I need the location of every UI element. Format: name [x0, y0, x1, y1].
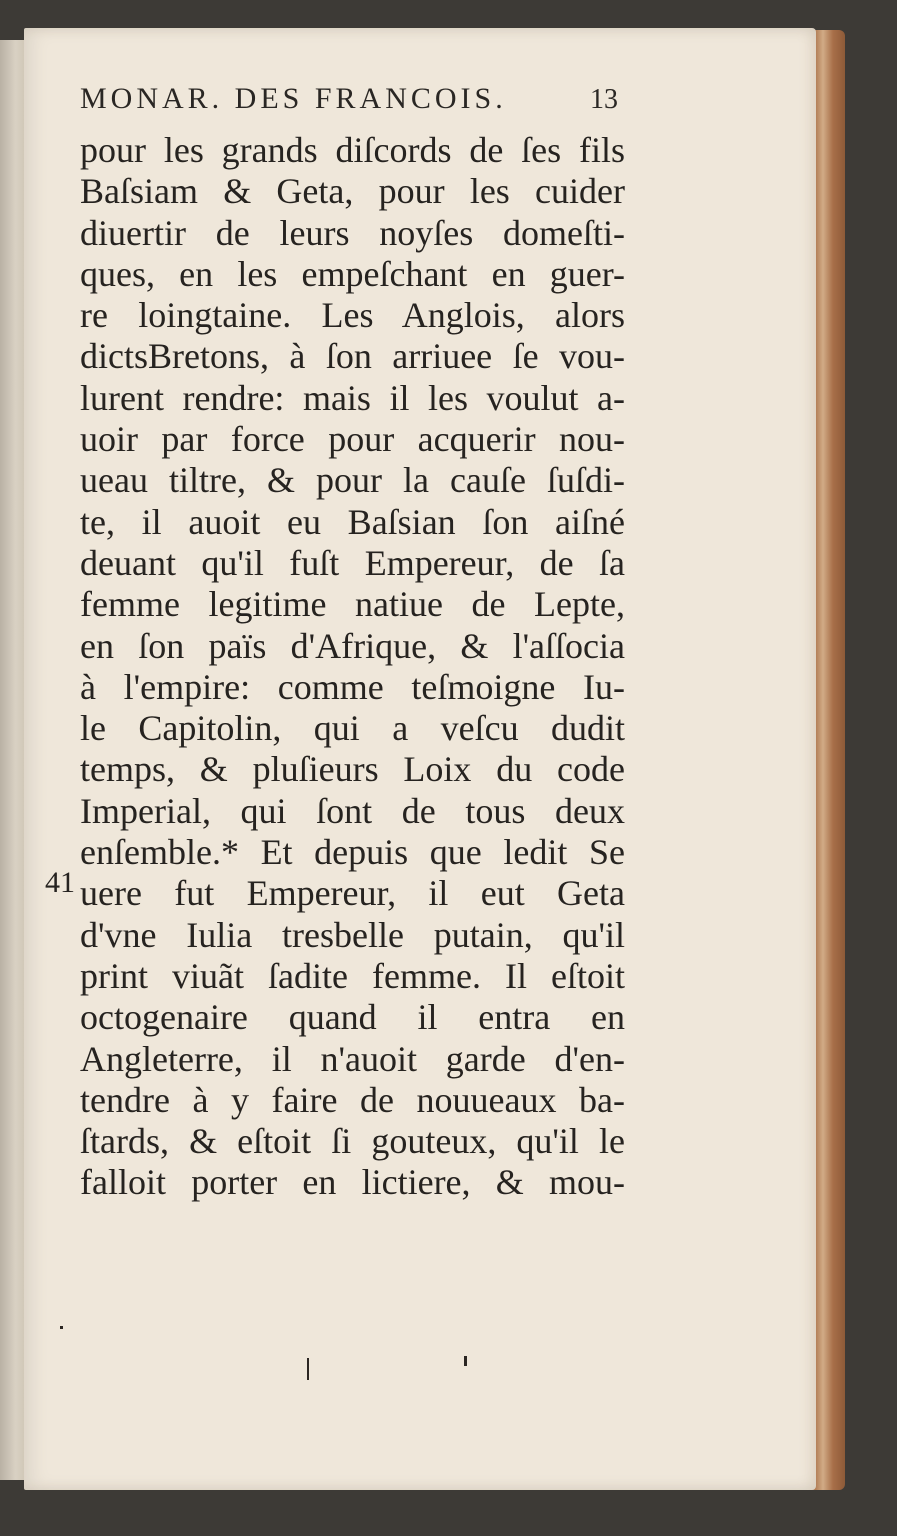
- body-text: [80, 130, 625, 1204]
- page-header: [80, 82, 620, 122]
- ink-speck: [307, 1358, 309, 1380]
- text-line: à l'empire: comme teſmoigne Iu-: [80, 666, 625, 707]
- text-line: octogenaire quand il entra en: [80, 997, 625, 1038]
- page-number: 13: [590, 84, 618, 115]
- text-line: uoir par force pour acquerir nou-: [80, 419, 625, 460]
- text-line: tendre à y faire de nouueaux ba-: [80, 1079, 625, 1120]
- ink-speck: [464, 1356, 467, 1366]
- ink-speck: [60, 1326, 63, 1329]
- running-title: MONAR. DES FRANCOIS.: [80, 82, 507, 115]
- text-line: le Capitolin, qui a veſcu dudit: [80, 708, 625, 749]
- text-line: falloit porter en lictiere, & mou-: [80, 1162, 625, 1203]
- text-line: dictsBretons, à ſon arriuee ſe vou-: [80, 336, 625, 377]
- text-line: deuant qu'il fuſt Empereur, de ſa: [80, 542, 625, 583]
- facing-page-edge: [0, 40, 26, 1480]
- text-line: diuertir de leurs noyſes domeſti-: [80, 212, 625, 253]
- text-line: enſemble.* Et depuis que ledit Se: [80, 832, 625, 873]
- text-line: ſtards, & eſtoit ſi gouteux, qu'il le: [80, 1121, 625, 1162]
- text-line: re loingtaine. Les Anglois, alors: [80, 295, 625, 336]
- text-line: Angleterre, il n'auoit garde d'en-: [80, 1038, 625, 1079]
- text-line: print viuãt ſadite femme. Il eſtoit: [80, 955, 625, 996]
- margin-note: 41: [45, 866, 75, 899]
- text-line: lurent rendre: mais il les voulut a-: [80, 377, 625, 418]
- text-line: pour les grands diſcords de ſes fils: [80, 130, 625, 170]
- text-line: temps, & pluſieurs Loix du code: [80, 749, 625, 790]
- text-line: te, il auoit eu Baſsian ſon aiſné: [80, 501, 625, 542]
- text-line: Baſsiam & Geta, pour les cuider: [80, 171, 625, 212]
- text-line: uere fut Empereur, il eut Geta: [80, 873, 625, 914]
- text-line: en ſon païs d'Afrique, & l'aſſocia: [80, 625, 625, 666]
- text-line: femme legitime natiue de Lepte,: [80, 584, 625, 625]
- text-line: Imperial, qui ſont de tous deux: [80, 790, 625, 831]
- text-line: ueau tiltre, & pour la cauſe ſuſdi-: [80, 460, 625, 501]
- text-line: d'vne Iulia tresbelle putain, qu'il: [80, 914, 625, 955]
- text-line: ques, en les empeſchant en guer-: [80, 253, 625, 294]
